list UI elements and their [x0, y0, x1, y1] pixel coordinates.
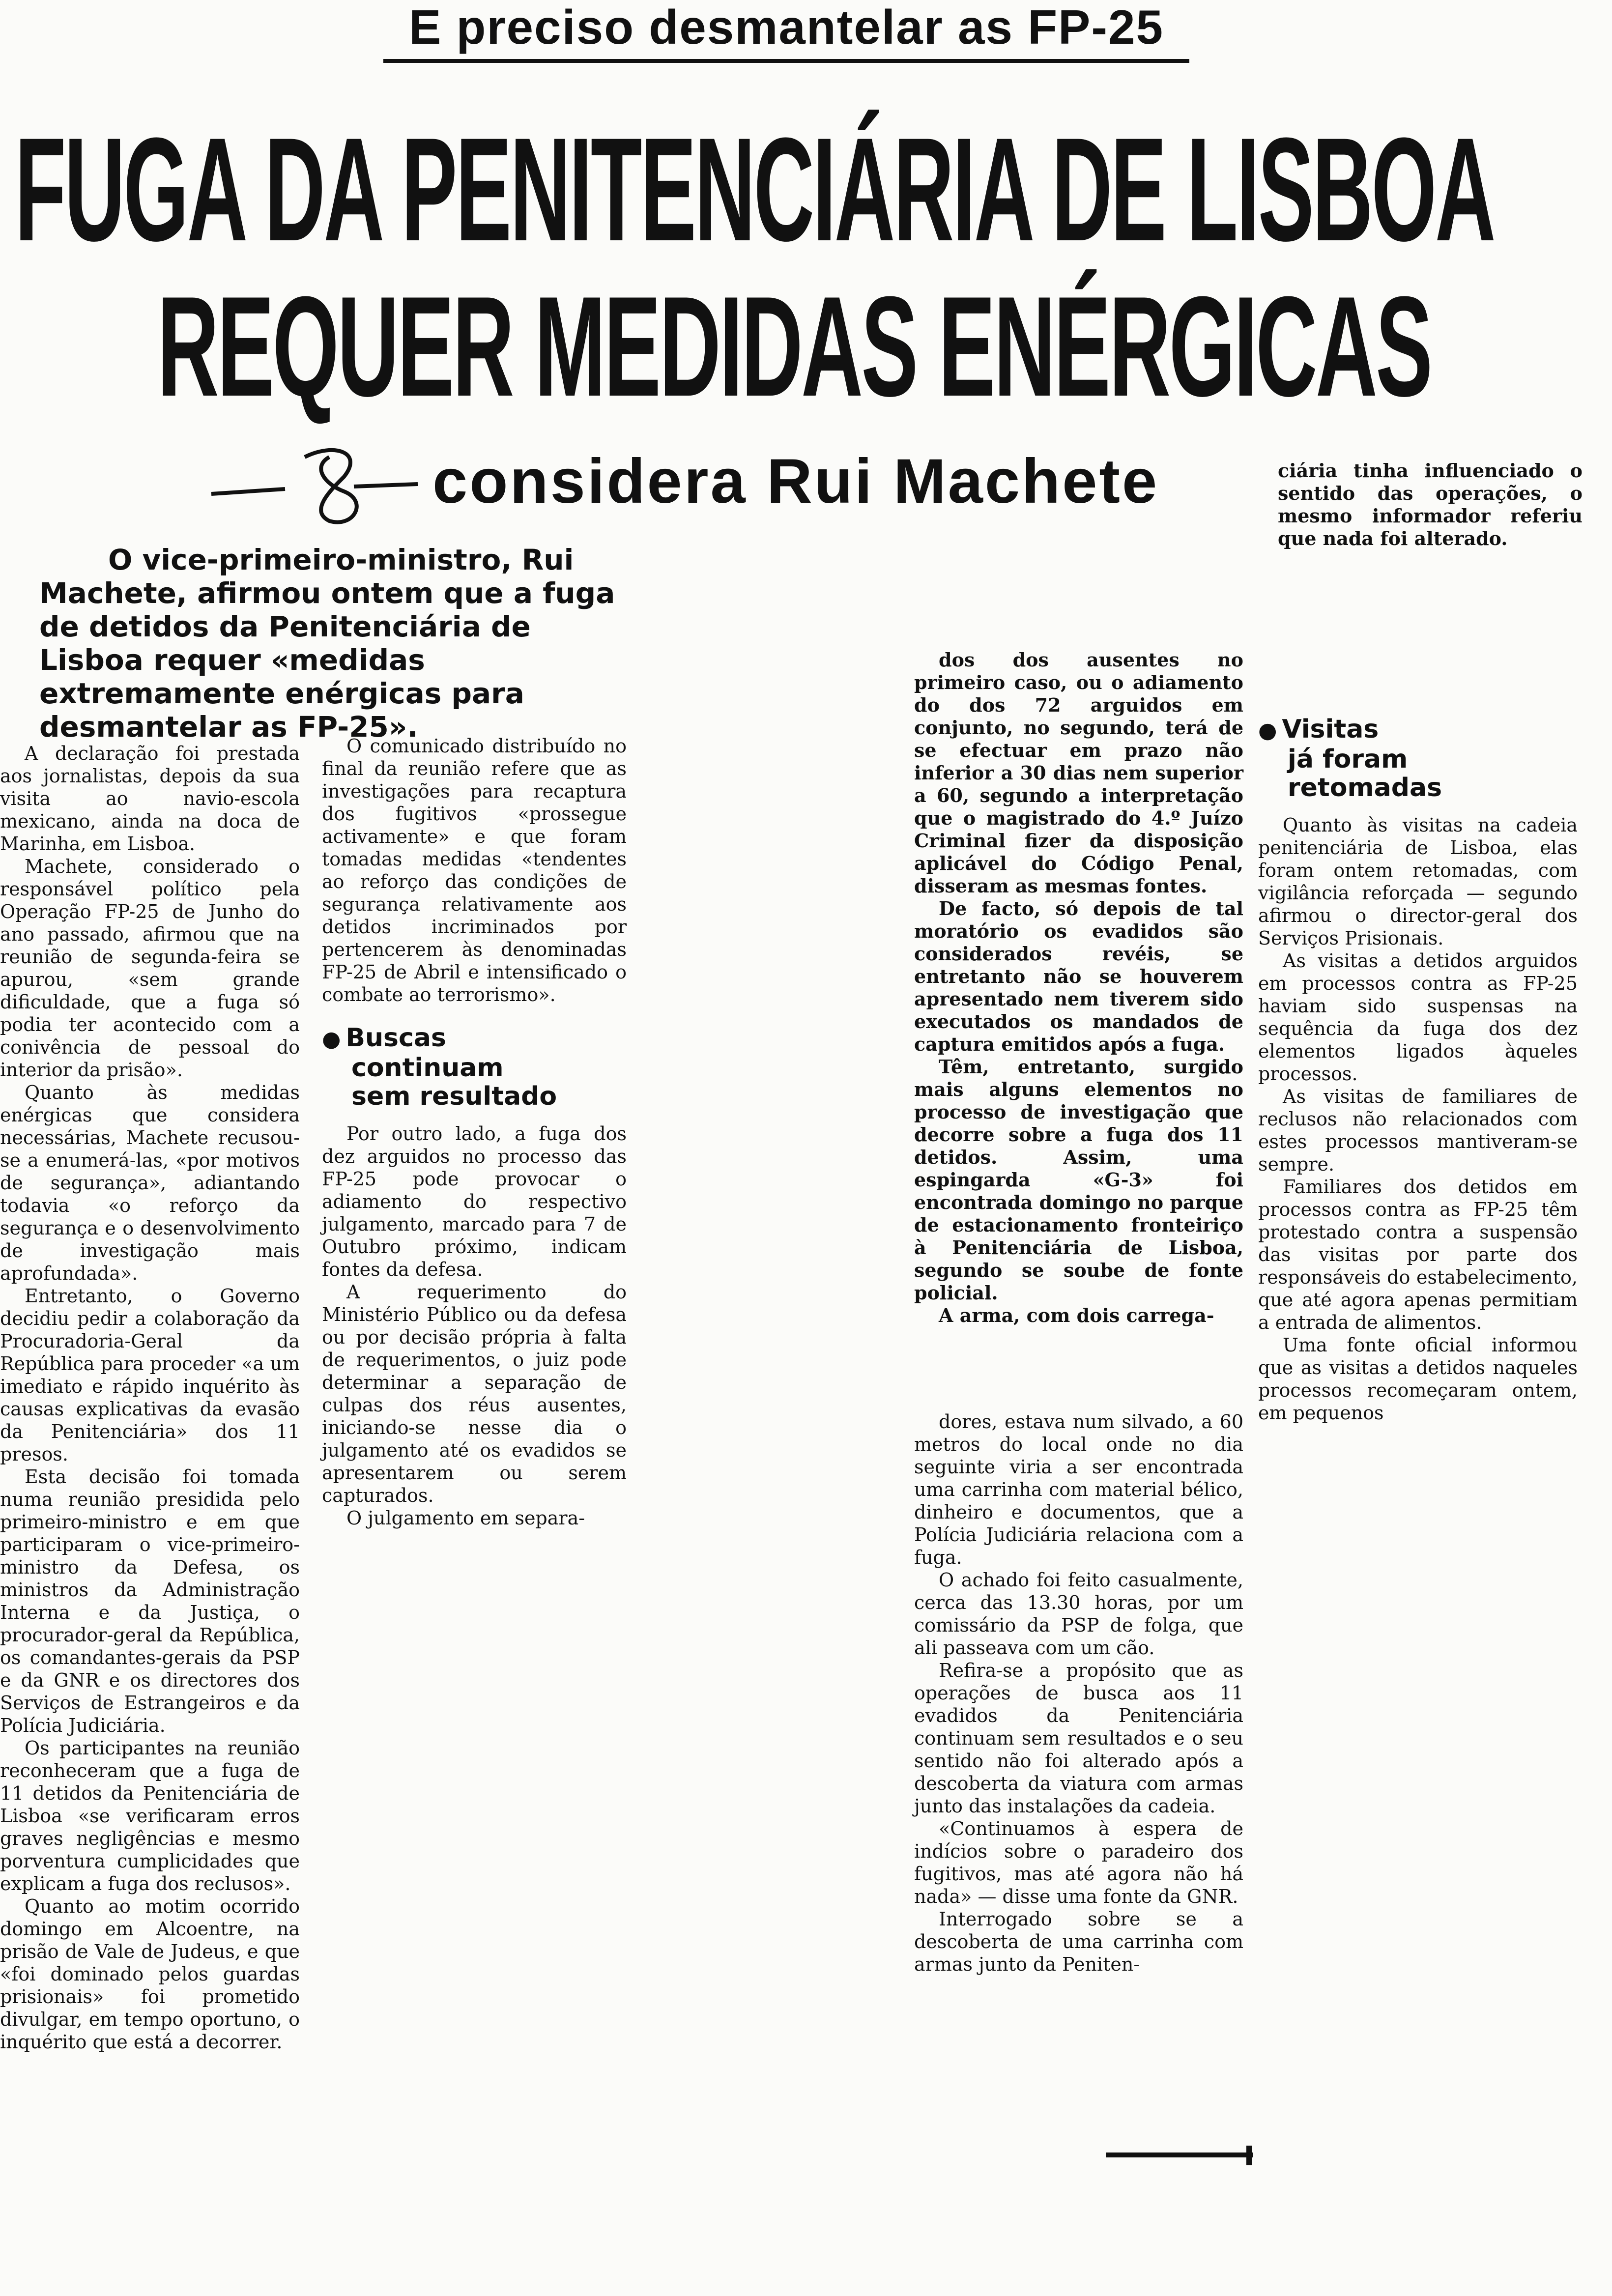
paragraph: Os participantes na reunião reconheceram que a fuga de 11 detidos da Penitenciária de Lisboa «se verificaram erros graves negligências e mesmo porventura cumplicidades que explicam a fuga dos reclusos».	[0, 1737, 300, 1894]
paragraph: O julgamento em separa-	[346, 1507, 585, 1529]
paragraph: A declaração foi prestada aos jornalistas, depois da sua visita ao navio-escola mexicano, ainda na doca de Marinha, em Lisboa.	[0, 743, 300, 855]
lead-paragraph: O vice-primeiro-ministro, Rui Machete, afirmou ontem que a fuga de detidos da Penitenciária de Lisboa requer «medidas extremamente enérgicas para desmantelar as FP-25».	[39, 543, 615, 744]
paragraph: Entretanto, o Governo decidiu pedir a colaboração da Procuradoria-Geral da República para proceder «a um imediato e rápido inquérito às causas explicativas da evasão da Penitenciária» dos 11 presos.	[0, 1285, 300, 1465]
paragraph: De facto, só depois de tal moratório os evadidos são considerados revéis, se entretanto não se houverem apresentado nem tiverem sido executados os mandados de captura emitidos após a fuga.	[914, 897, 1243, 1055]
paragraph: dos dos ausentes no primeiro caso, ou o adiamento do dos 72 arguidos em conjunto, no segundo, terá de se efectuar em prazo não inferior a 30 dias nem superior a 60, segundo a interpretação que o magistrado do 4.º Juízo Criminal fizer da disposição aplicável do Código Penal, disseram as mesmas fontes.	[914, 649, 1243, 897]
article-column-4-top: ciária tinha influenciado o sentido das operações, o mesmo informador referiu que nada foi alterado.	[1278, 459, 1583, 549]
headline-line-2: REQUER MEDIDAS ENÉRGICAS	[157, 267, 1431, 426]
handwritten-annotation	[206, 437, 423, 536]
crosshead-line: retomadas	[1288, 773, 1442, 803]
paragraph: O comunicado distribuído no final da reunião refere que as investigações para recaptura dos fugitivos «prossegue activamente» e que foram tomadas medidas «tendentes ao reforço das condições de segurança relativamente aos detidos incriminados por pertencerem às denominadas FP-25 de Abril e intensificado o combate ao terrorismo».	[322, 735, 627, 1005]
paragraph: Por outro lado, a fuga dos dez arguidos no processo das FP-25 pode provocar o adiamento do respectivo julgamento, marcado para 7 de Outubro próximo, indicam fontes da defesa.	[322, 1123, 627, 1280]
paragraph: Quanto às visitas na cadeia penitenciária de Lisboa, elas foram ontem retomadas, com vigilância reforçada — segundo afirmou o director-geral dos Serviços Prisionais.	[1258, 814, 1578, 949]
paragraph: O achado foi feito casualmente, cerca das 13.30 horas, por um comissário da PSP de folga, que ali passeava com um cão.	[914, 1569, 1243, 1659]
subheadline: considera Rui Machete	[432, 446, 1159, 517]
crosshead-visitas	[1258, 715, 1578, 802]
paragraph: Uma fonte oficial informou que as visitas a detidos naqueles processos recomeçaram ontem, em pequenos	[1258, 1334, 1578, 1424]
paragraph: Quanto ao motim ocorrido domingo em Alcoentre, na prisão de Vale de Judeus, e que «foi dominado pelos guardas prisionais» foi prometido divulgar, em tempo oportuno, o inquérito que está a decorrer.	[0, 1895, 300, 2053]
paragraph: «Continuamos à espera de indícios sobre o paradeiro dos fugitivos, mas até agora não há nada» — disse uma fonte da GNR.	[914, 1818, 1243, 1907]
end-rule-mark	[1246, 2146, 1252, 2165]
article-column-3-continued	[914, 1410, 1243, 1976]
paragraph: As visitas de familiares de reclusos não relacionados com estes processos mantiveram-se sempre.	[1258, 1086, 1578, 1175]
paragraph: Têm, entretanto, surgido mais alguns elementos no processo de investigação que decorre sobre a fuga dos 11 detidos. Assim, uma espingarda «G-3» foi encontrada domingo no parque de estacionamento fronteiriço à Penitenciária de Lisboa, segundo se soube de fonte policial.	[914, 1056, 1243, 1304]
paragraph: dores, estava num silvado, a 60 metros do local onde no dia seguinte viria a ser encontrada uma carrinha com material bélico, dinheiro e documentos, que a Polícia Judiciária relaciona com a fuga.	[914, 1411, 1243, 1568]
paragraph: Esta decisão foi tomada numa reunião presidida pelo primeiro-ministro e em que participaram o vice-primeiro-ministro da Defesa, os ministros da Administração Interna e da Justiça, o procurador-geral da República, os comandantes-gerais da PSP e da GNR e os directores dos Serviços de Estrangeiros e da Polícia Judiciária.	[0, 1466, 300, 1736]
paragraph: Familiares dos detidos em processos contra as FP-25 têm protestado contra a suspensão das visitas por parte dos responsáveis do estabelecimento, que até agora apenas permitiam a entrada de alimentos.	[1258, 1176, 1578, 1333]
paragraph: A arma, com dois carrega-	[939, 1304, 1214, 1326]
article-column-2	[322, 735, 627, 1529]
crosshead-line: sem resultado	[351, 1082, 557, 1111]
crosshead-line: continuam	[351, 1053, 504, 1083]
kicker-headline: E preciso desmantelar as FP-25	[383, 0, 1189, 63]
crosshead-line: já foram	[1288, 745, 1408, 774]
paragraph: Machete, considerado o responsável político pela Operação FP-25 de Junho do ano passado, afirmou que na reunião de segunda-feira se apurou, «sem grande dificuldade, que a fuga só podia ter acontecido com a conivência de pessoal do interior da prisão».	[0, 856, 300, 1081]
article-column-4	[1258, 710, 1578, 1424]
paragraph: Refira-se a propósito que as operações de busca aos 11 evadidos da Penitenciária continuam sem resultados e o seu sentido não foi alterado após a descoberta da viatura com armas junto das instalações da cadeia.	[914, 1660, 1243, 1817]
crosshead-line: Buscas	[345, 1023, 446, 1053]
paragraph: A requerimento do Ministério Público ou da defesa ou por decisão própria à falta de requerimentos, o juiz pode determinar a separação de culpas dos réus ausentes, iniciando-se nesse dia o julgamento até os evadidos se apresentarem ou serem capturados.	[322, 1281, 627, 1506]
article-column-3	[914, 649, 1243, 1327]
crosshead-buscas	[322, 1024, 627, 1111]
bullet-icon: ●	[1258, 718, 1277, 743]
article-column-1	[0, 742, 300, 2053]
paragraph: Quanto às medidas enérgicas que considera necessárias, Machete recusou-se a enumerá-las, «por motivos de segurança», adiantando todavia «o reforço da segurança e o desenvolvimento de investigação mais aprofundada».	[0, 1082, 300, 1284]
paragraph: As visitas a detidos arguidos em processos contra as FP-25 haviam sido suspensas na sequência da fuga dos dez elementos ligados àqueles processos.	[1258, 950, 1578, 1085]
paragraph: Interrogado sobre se a descoberta de uma carrinha com armas junto da Peniten-	[914, 1908, 1243, 1975]
crosshead-line: Visitas	[1282, 715, 1379, 744]
bullet-icon: ●	[322, 1027, 341, 1052]
headline-line-1: FUGA DA PENITENCIÁRIA DE LISBOA	[15, 107, 1495, 272]
end-rule	[1106, 2152, 1253, 2157]
